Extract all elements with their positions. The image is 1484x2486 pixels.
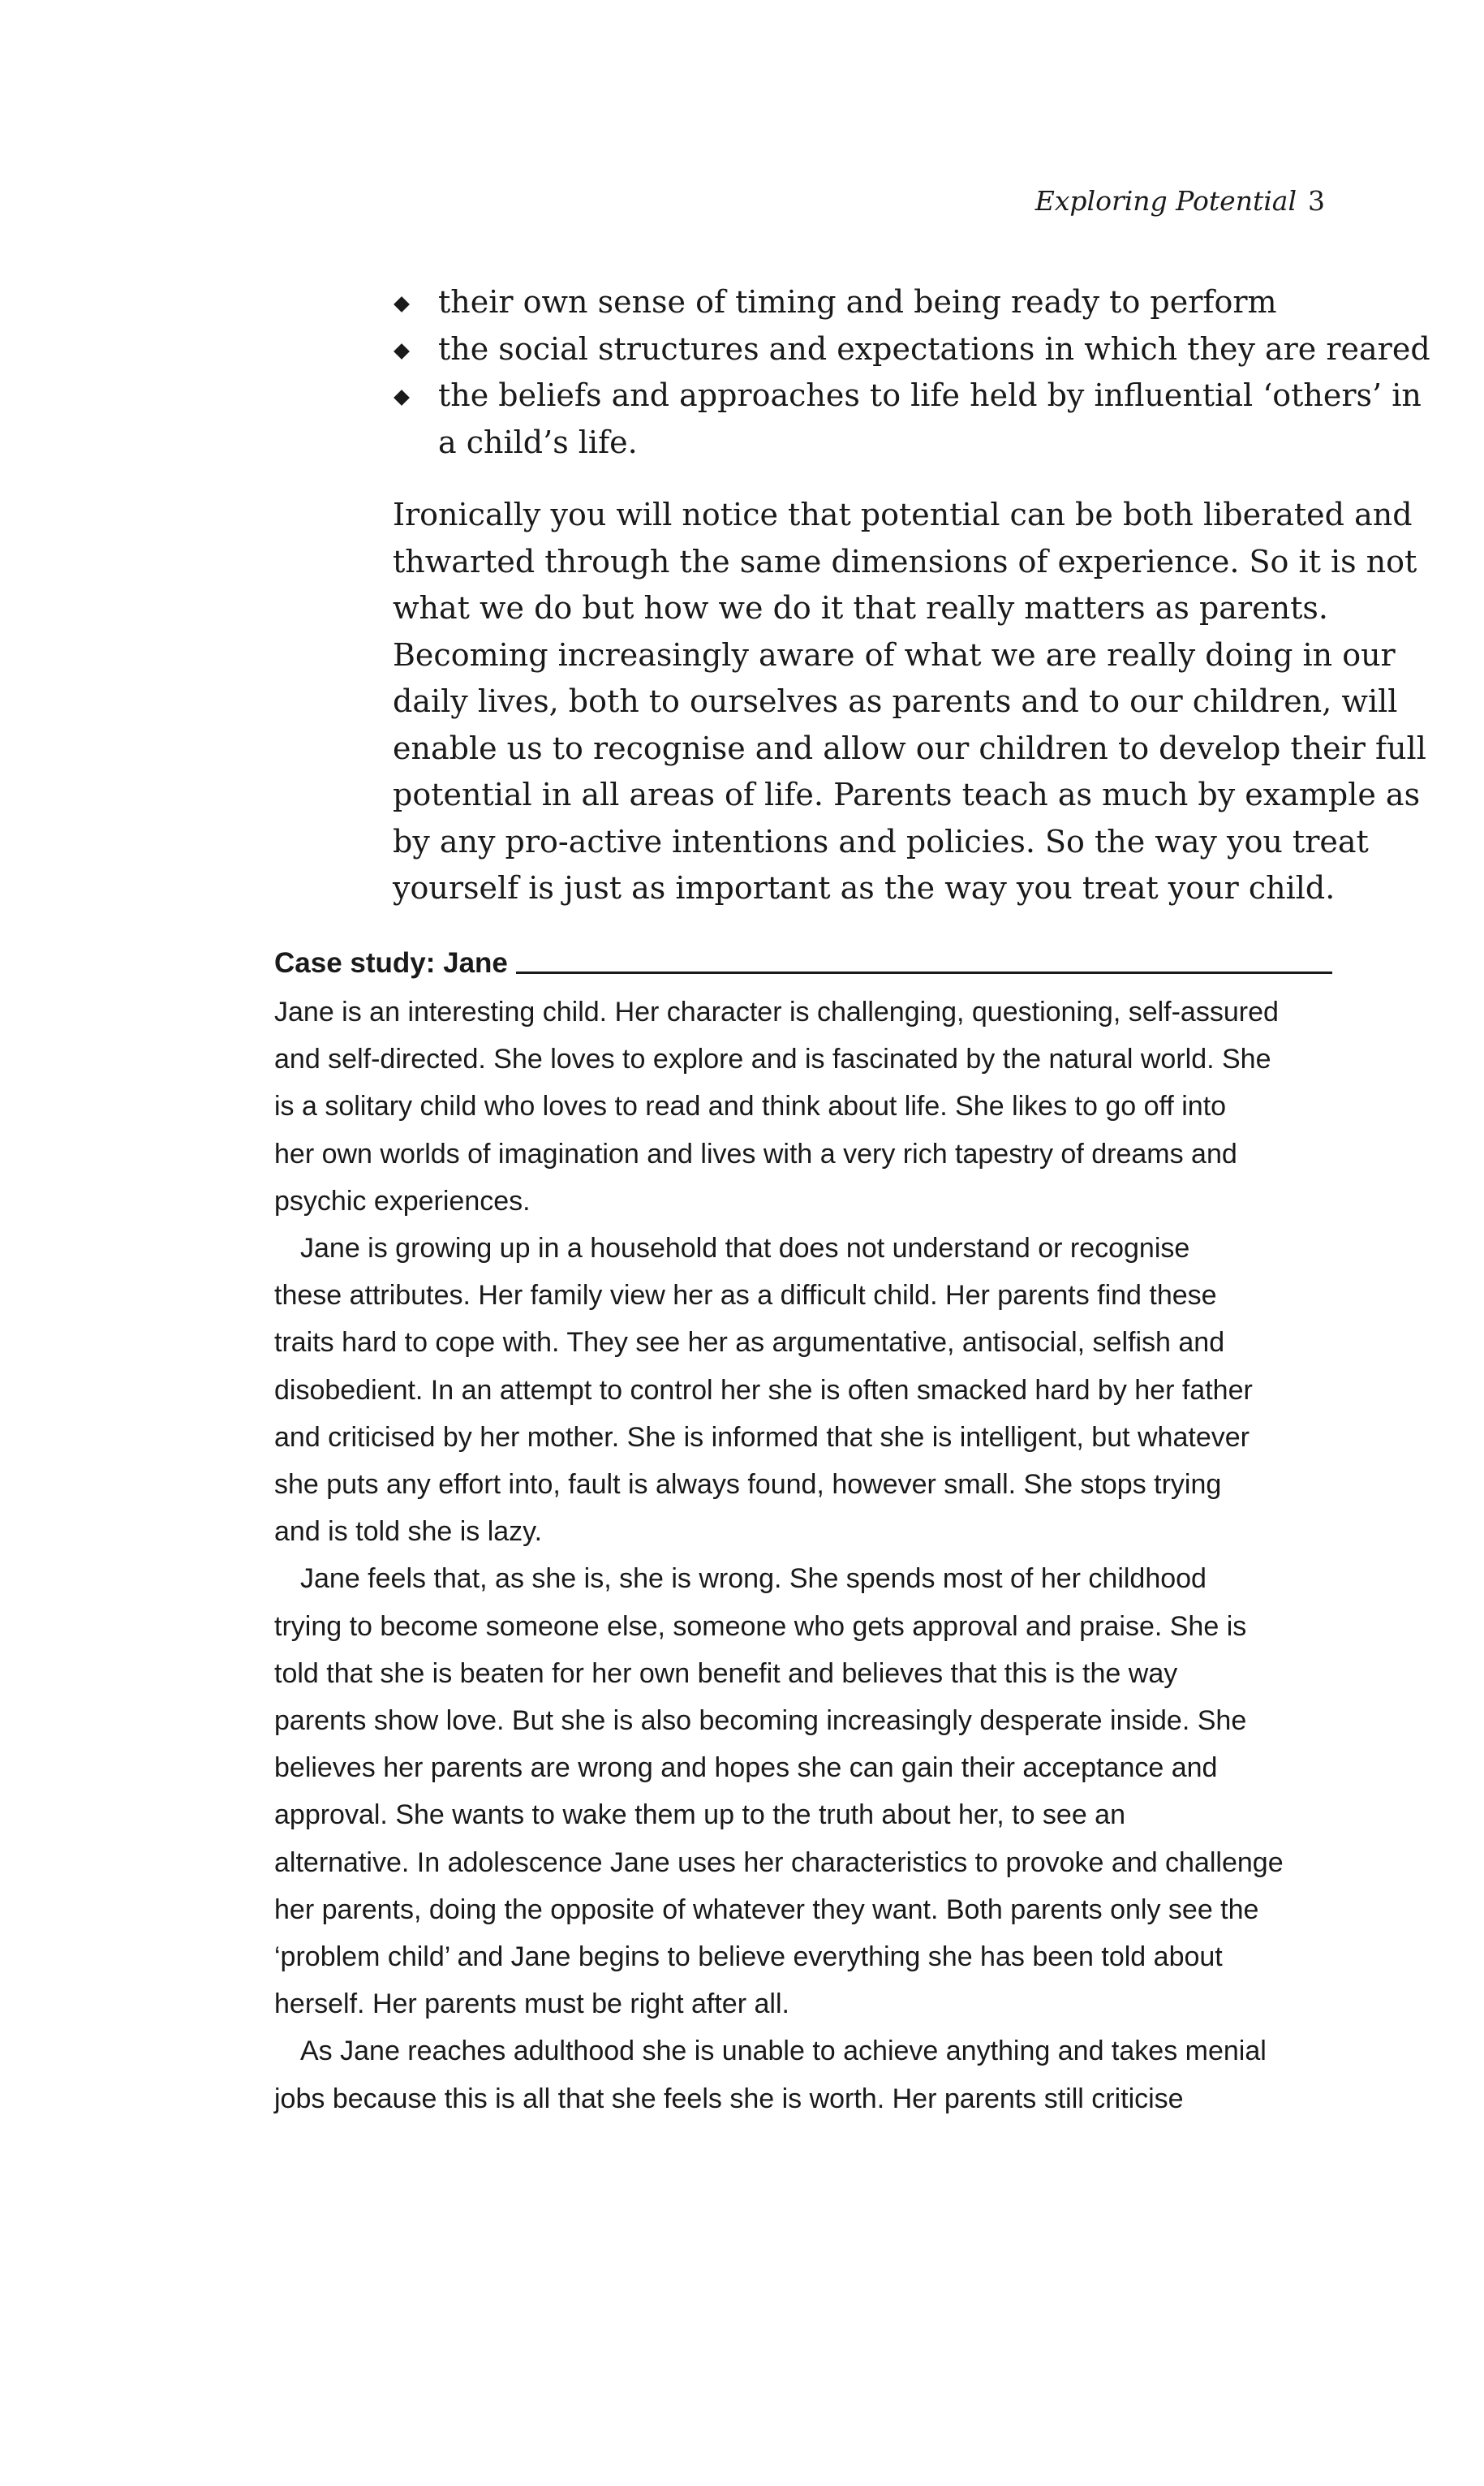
case-line: Jane is an interesting child. Her character is challenging, questioning, self-assured bbox=[274, 997, 1279, 1028]
case-line: believes her parents are wrong and hopes she can gain their acceptance and bbox=[274, 1752, 1218, 1784]
paragraph-line: by any pro-active intentions and policies. So the way you treat bbox=[393, 823, 1369, 860]
case-line: and self-directed. She loves to explore and is fascinated by the natural world. She bbox=[274, 1044, 1271, 1075]
case-line: and criticised by her mother. She is informed that she is intelligent, but whatever bbox=[274, 1421, 1250, 1453]
case-line: trying to become someone else, someone who gets approval and praise. She is bbox=[274, 1610, 1247, 1642]
case-line: traits hard to cope with. They see her as argumentative, antisocial, selfish and bbox=[274, 1327, 1225, 1359]
paragraph-line: enable us to recognise and allow our children to develop their full bbox=[393, 730, 1426, 766]
case-line: she puts any effort into, fault is always found, however small. She stops trying bbox=[274, 1469, 1222, 1501]
bullet-item bbox=[393, 373, 1422, 466]
paragraph-line: what we do but how we do it that really matters as parents. bbox=[393, 590, 1328, 626]
case-line: psychic experiences. bbox=[274, 1185, 531, 1217]
intro-paragraph bbox=[393, 492, 1426, 912]
case-paragraph bbox=[274, 1225, 1337, 1555]
case-paragraph bbox=[274, 2027, 1337, 2122]
case-line: alternative. In adolescence Jane uses her characteristics to provoke and challenge bbox=[274, 1846, 1284, 1878]
case-line: ‘problem child’ and Jane begins to believe everything she has been told about bbox=[274, 1941, 1223, 1973]
diamond-bullet-icon bbox=[394, 296, 410, 312]
case-line: and is told she is lazy. bbox=[274, 1516, 543, 1548]
running-head-title: Exploring Potential bbox=[1034, 185, 1297, 217]
paragraph-line: potential in all areas of life. Parents teach as much by example as bbox=[393, 777, 1421, 812]
bullet-text: the beliefs and approaches to life held by influential ‘others’ in bbox=[438, 377, 1422, 413]
diamond-bullet-icon bbox=[394, 390, 410, 406]
case-line: jobs because this is all that she feels she is worth. Her parents still criticise bbox=[274, 2083, 1184, 2114]
case-study-heading bbox=[274, 946, 1332, 980]
case-line: is a solitary child who loves to read and think about life. She likes to go off into bbox=[274, 1091, 1227, 1122]
bullet-item bbox=[393, 279, 1334, 326]
bullet-text: their own sense of timing and being ready to perform bbox=[438, 284, 1277, 320]
case-line: told that she is beaten for her own benefit and believes that this is the way bbox=[274, 1657, 1178, 1689]
case-line: herself. Her parents must be right after all. bbox=[274, 1988, 789, 2020]
paragraph-line: daily lives, both to ourselves as parents and to our children, will bbox=[393, 683, 1398, 719]
bullet-item bbox=[393, 326, 1430, 373]
case-line: her own worlds of imagination and lives with a very rich tapestry of dreams and bbox=[274, 1138, 1237, 1170]
paragraph-line: yourself is just as important as the way you treat your child. bbox=[393, 870, 1336, 906]
case-line: Jane is growing up in a household that does not understand or recognise bbox=[300, 1233, 1190, 1265]
case-line: As Jane reaches adulthood she is unable to achieve anything and takes menial bbox=[300, 2036, 1267, 2067]
case-line: parents show love. But she is also becoming increasingly desperate inside. She bbox=[274, 1705, 1247, 1737]
case-study-title: Case study: Jane bbox=[274, 947, 508, 979]
paragraph-line: thwarted through the same dimensions of experience. So it is not bbox=[393, 543, 1417, 579]
paragraph-line: Ironically you will notice that potential can be both liberated and bbox=[393, 497, 1413, 532]
case-paragraph bbox=[274, 1555, 1337, 2027]
case-line: her parents, doing the opposite of whatever they want. Both parents only see the bbox=[274, 1894, 1259, 1925]
case-line: Jane feels that, as she is, she is wrong. She spends most of her childhood bbox=[300, 1563, 1207, 1595]
case-paragraph bbox=[274, 989, 1337, 1225]
diamond-bullet-icon bbox=[394, 343, 410, 360]
paragraph-line: Becoming increasingly aware of what we are really doing in our bbox=[393, 636, 1396, 673]
heading-rule bbox=[516, 972, 1332, 974]
bullet-text: the social structures and expectations in which they are reared bbox=[438, 330, 1430, 367]
page-number: 3 bbox=[1308, 185, 1325, 217]
case-line: approval. She wants to wake them up to the truth about her, to see an bbox=[274, 1799, 1126, 1831]
bullet-text: a child’s life. bbox=[438, 424, 638, 460]
running-head bbox=[1035, 185, 1325, 218]
bullet-list bbox=[393, 279, 1430, 466]
case-line: disobedient. In an attempt to control her she is often smacked hard by her father bbox=[274, 1374, 1253, 1406]
case-line: these attributes. Her family view her as a difficult child. Her parents find these bbox=[274, 1280, 1217, 1312]
case-study-body bbox=[274, 989, 1337, 2122]
